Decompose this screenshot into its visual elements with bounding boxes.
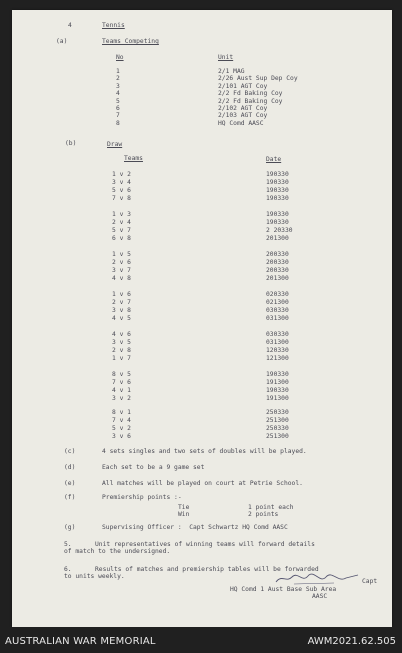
draw-match: 3 v 6 bbox=[112, 433, 131, 440]
draw-match: 2 v 4 bbox=[112, 219, 131, 226]
signatory-unit: HQ Comd 1 Aust Base Sub Area bbox=[230, 586, 337, 593]
signatory-rank: Capt bbox=[362, 578, 378, 585]
paragraph-text: Unit representatives of winning teams will forward details bbox=[95, 541, 315, 548]
draw-date: 121300 bbox=[266, 355, 289, 362]
catalogue-number: AWM2021.62.505 bbox=[307, 636, 396, 647]
draw-date: 190330 bbox=[266, 171, 289, 178]
team-unit: 2/103 AGT Coy bbox=[218, 112, 268, 120]
draw-match: 4 v 6 bbox=[112, 331, 131, 338]
section-title: Draw bbox=[107, 141, 123, 148]
team-unit: 2/101 AGT Coy bbox=[218, 82, 268, 90]
section-heading: Tennis bbox=[102, 22, 125, 29]
team-unit: 2/2 Fd Baking Coy bbox=[218, 90, 283, 98]
draw-date: 250330 bbox=[266, 409, 289, 416]
team-number: 3 bbox=[116, 82, 120, 90]
team-number: 4 bbox=[116, 90, 120, 98]
draw-match: 2 v 8 bbox=[112, 347, 131, 354]
draw-date: 201300 bbox=[266, 235, 289, 242]
points-tie-value: 1 point each bbox=[248, 504, 294, 511]
draw-date: 200330 bbox=[266, 259, 289, 266]
handwritten-signature bbox=[274, 571, 364, 587]
draw-date: 2 20330 bbox=[266, 227, 293, 234]
draw-date: 250330 bbox=[266, 425, 289, 432]
draw-date: 191300 bbox=[266, 379, 289, 386]
draw-date: 251300 bbox=[266, 417, 289, 424]
column-header-no: No bbox=[116, 54, 124, 61]
draw-match: 1 v 6 bbox=[112, 291, 131, 298]
draw-match: 7 v 8 bbox=[112, 195, 131, 202]
draw-match: 5 v 2 bbox=[112, 425, 131, 432]
draw-date: 200330 bbox=[266, 267, 289, 274]
draw-match: 1 v 3 bbox=[112, 211, 131, 218]
draw-match: 3 v 7 bbox=[112, 267, 131, 274]
paragraph-text: of match to the undersigned. bbox=[64, 548, 171, 555]
note-marker: (g) bbox=[64, 524, 76, 531]
points-win-label: Win bbox=[178, 511, 190, 518]
draw-date: 031300 bbox=[266, 339, 289, 346]
section-title: Teams Competing bbox=[102, 38, 159, 45]
paragraph-number: 5. bbox=[64, 541, 72, 548]
team-unit: 2/102 AGT Coy bbox=[218, 105, 268, 112]
note-text: Each set to be a 9 game set bbox=[102, 464, 205, 471]
section-marker: (b) bbox=[65, 140, 77, 147]
note-text: All matches will be played on court at Petrie School. bbox=[102, 480, 303, 487]
draw-date: 190330 bbox=[266, 219, 289, 226]
team-unit: 2/1 MAG bbox=[218, 68, 245, 75]
draw-match: 1 v 2 bbox=[112, 171, 131, 178]
paragraph-number: 6. bbox=[64, 566, 72, 573]
team-number: 5 bbox=[116, 97, 120, 105]
team-unit: 2/26 Aust Sup Dep Coy bbox=[218, 75, 298, 83]
team-number: 8 bbox=[116, 119, 120, 127]
archive-footer bbox=[0, 627, 402, 653]
draw-date: 030330 bbox=[266, 331, 289, 338]
team-number: 1 bbox=[116, 68, 120, 75]
team-number: 7 bbox=[116, 112, 120, 120]
draw-match: 3 v 4 bbox=[112, 179, 131, 186]
team-number: 6 bbox=[116, 105, 120, 112]
note-marker: (e) bbox=[64, 480, 76, 487]
draw-date: 251300 bbox=[266, 433, 289, 440]
draw-match: 1 v 7 bbox=[112, 355, 131, 362]
draw-match: 6 v 8 bbox=[112, 235, 131, 242]
note-marker: (f) bbox=[64, 494, 76, 501]
draw-match: 8 v 5 bbox=[112, 371, 131, 378]
section-marker: (a) bbox=[56, 38, 68, 45]
team-unit: HQ Comd AASC bbox=[218, 119, 264, 127]
document-page bbox=[12, 10, 392, 627]
draw-date: 200330 bbox=[266, 251, 289, 258]
column-header-date: Date bbox=[266, 156, 282, 163]
draw-match: 7 v 4 bbox=[112, 417, 131, 424]
draw-date: 190330 bbox=[266, 195, 289, 202]
draw-date: 190330 bbox=[266, 187, 289, 194]
draw-match: 4 v 1 bbox=[112, 387, 131, 394]
note-text: 4 sets singles and two sets of doubles will be played. bbox=[102, 448, 307, 455]
draw-match: 7 v 6 bbox=[112, 379, 131, 386]
points-win-value: 2 points bbox=[248, 511, 279, 518]
column-header-unit: Unit bbox=[218, 54, 234, 61]
draw-date: 190330 bbox=[266, 387, 289, 394]
draw-date: 031300 bbox=[266, 315, 289, 322]
draw-date: 120330 bbox=[266, 347, 289, 354]
points-tie-label: Tie bbox=[178, 504, 190, 511]
draw-match: 4 v 8 bbox=[112, 275, 131, 282]
column-header-teams: Teams bbox=[124, 155, 143, 162]
team-number: 2 bbox=[116, 75, 120, 83]
draw-match: 3 v 5 bbox=[112, 339, 131, 346]
note-text: Supervising Officer : Capt Schwartz HQ Comd AASC bbox=[102, 524, 288, 531]
draw-date: 190330 bbox=[266, 211, 289, 218]
note-marker: (d) bbox=[64, 464, 76, 471]
draw-match: 8 v 1 bbox=[112, 409, 131, 416]
draw-match: 3 v 2 bbox=[112, 395, 131, 402]
paragraph-number: 4 bbox=[68, 22, 72, 29]
draw-date: 190330 bbox=[266, 179, 289, 186]
signatory-unit: AASC bbox=[312, 593, 328, 600]
draw-match: 5 v 7 bbox=[112, 227, 131, 234]
draw-date: 190330 bbox=[266, 371, 289, 378]
note-text: Premiership points :- bbox=[102, 494, 182, 501]
draw-match: 3 v 8 bbox=[112, 307, 131, 314]
institution-label: AUSTRALIAN WAR MEMORIAL bbox=[5, 636, 156, 647]
draw-match: 2 v 6 bbox=[112, 259, 131, 266]
paragraph-text: Results of matches and premiership tables will be forwarded bbox=[95, 566, 319, 573]
paragraph-text: to units weekly. bbox=[64, 573, 125, 580]
draw-date: 021300 bbox=[266, 299, 289, 306]
draw-date: 191300 bbox=[266, 395, 289, 402]
note-marker: (c) bbox=[64, 448, 76, 455]
draw-match: 4 v 5 bbox=[112, 315, 131, 322]
team-unit: 2/2 Fd Baking Coy bbox=[218, 97, 283, 105]
draw-date: 201300 bbox=[266, 275, 289, 282]
draw-match: 1 v 5 bbox=[112, 251, 131, 258]
draw-match: 5 v 6 bbox=[112, 187, 131, 194]
draw-date: 020330 bbox=[266, 291, 289, 298]
draw-match: 2 v 7 bbox=[112, 299, 131, 306]
draw-date: 030330 bbox=[266, 307, 289, 314]
